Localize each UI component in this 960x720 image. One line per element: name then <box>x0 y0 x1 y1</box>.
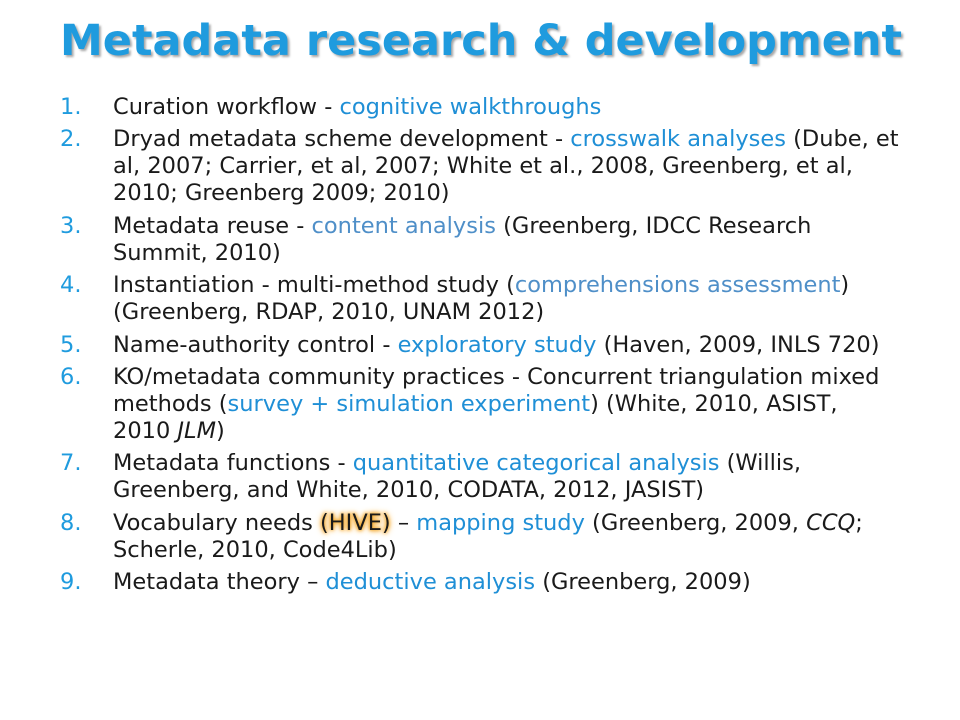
method-highlight: quantitative categorical analysis <box>352 450 720 477</box>
method-highlight: mapping study <box>416 509 585 536</box>
list-item <box>60 450 900 504</box>
list-item <box>60 213 900 267</box>
item-text <box>113 213 811 266</box>
item-text-segment: – <box>390 509 417 536</box>
list-item <box>60 569 900 596</box>
item-text <box>113 94 601 120</box>
item-number: 2. <box>60 126 82 153</box>
item-text-segment: (Haven, 2009, INLS 720) <box>596 331 880 358</box>
method-highlight: deductive analysis <box>325 569 536 596</box>
list-item <box>60 272 900 326</box>
item-text-segment: Curation workflow - <box>113 94 340 120</box>
list-item <box>60 510 900 564</box>
item-text-segment: (Willis, Greenberg, and White, 2010, CODATA, 2012, JASIST) <box>113 450 802 504</box>
list-item <box>60 364 900 445</box>
item-text-segment: ) (Greenberg, RDAP, 2010, UNAM 2012) <box>113 272 850 326</box>
list-item <box>60 332 900 359</box>
item-number: 6. <box>60 363 82 390</box>
item-text-segment: (Greenberg, 2009, <box>584 509 807 536</box>
method-highlight: crosswalk analyses <box>570 126 786 153</box>
item-text <box>113 510 863 563</box>
item-text-segment: Metadata functions - <box>113 450 353 477</box>
item-text-segment: ) <box>216 417 225 444</box>
item-number: 7. <box>60 450 82 477</box>
slide-title: Metadata research & development <box>60 16 903 66</box>
item-text <box>113 126 899 206</box>
hive-highlight: (HIVE) <box>319 509 391 536</box>
item-text-segment: KO/metadata community practices - Concurrent triangulation mixed methods ( <box>113 363 880 417</box>
italic-citation: JLM <box>177 417 217 444</box>
item-number: 8. <box>60 509 82 536</box>
item-text-segment: Instantiation - multi-method study ( <box>113 272 515 299</box>
item-text-segment: ) (White, 2010, ASIST, 2010 <box>113 390 838 444</box>
list-item <box>60 94 900 121</box>
item-text-segment: (Greenberg, 2009) <box>535 569 751 596</box>
item-text <box>113 569 751 595</box>
method-highlight: cognitive walkthroughs <box>339 94 602 120</box>
italic-citation: CCQ <box>806 509 856 536</box>
item-text-segment: (Greenberg, IDCC Research Summit, 2010) <box>113 212 812 266</box>
item-number: 5. <box>60 331 82 358</box>
item-text-segment: Metadata theory – <box>113 569 326 596</box>
item-text <box>113 332 880 358</box>
item-text-segment: Metadata reuse - <box>113 212 312 239</box>
item-text <box>113 450 801 503</box>
method-highlight: survey + simulation experiment <box>227 390 591 417</box>
item-text <box>113 272 849 325</box>
method-highlight: exploratory study <box>397 331 597 358</box>
research-list <box>60 94 900 602</box>
item-number: 4. <box>60 272 82 299</box>
item-text-segment: Dryad metadata scheme development - <box>113 126 571 153</box>
item-text-segment: (Dube, et al, 2007; Carrier, et al, 2007; White et al., 2008, Greenberg, et al, 2010; Greenberg 2009; 2010) <box>113 126 899 207</box>
method-highlight: comprehensions assessment <box>514 272 841 299</box>
item-text-segment: Vocabulary needs <box>113 509 320 536</box>
item-number: 3. <box>60 212 82 239</box>
item-text-segment: ; Scherle, 2010, Code4Lib) <box>113 509 863 563</box>
item-number: 1. <box>60 94 82 120</box>
method-highlight: content analysis <box>311 212 496 239</box>
list-item <box>60 126 900 207</box>
item-number: 9. <box>60 569 82 596</box>
item-text-segment: Name-authority control - <box>113 331 398 358</box>
item-text <box>113 364 879 444</box>
